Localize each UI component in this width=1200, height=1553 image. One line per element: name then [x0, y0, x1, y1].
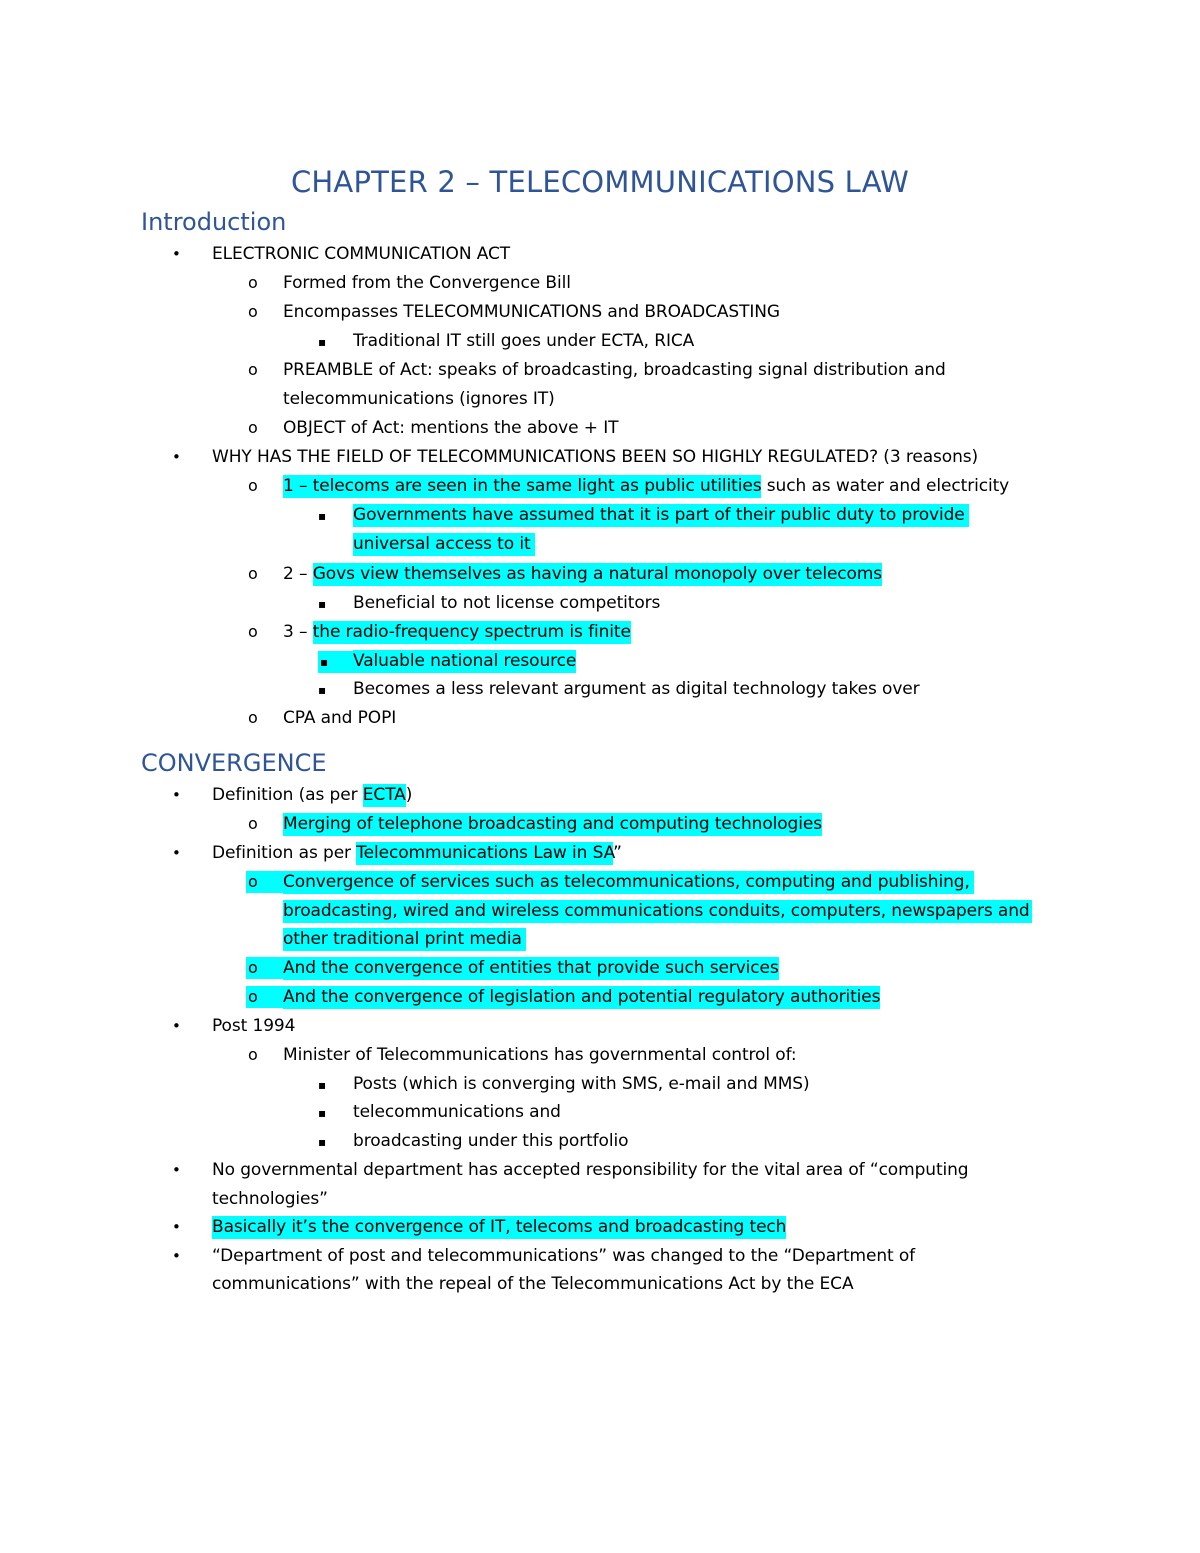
list-item: broadcasting under this portfolio [353, 1131, 629, 1151]
text: ) [405, 785, 413, 805]
highlight: Convergence of services such as telecommunications, computing and publishing, [283, 871, 974, 894]
bullet-l1: • [172, 448, 181, 466]
highlight: And the convergence of entities that provide such services [283, 958, 779, 978]
list-item: telecommunications and [353, 1102, 561, 1122]
highlight: broadcasting, wired and wireless communications conduits, computers, newspapers and [283, 901, 1030, 921]
list-item: Post 1994 [212, 1016, 296, 1036]
bullet-l1: • [172, 786, 181, 804]
highlight: Govs view themselves as having a natural monopoly over telecoms [312, 564, 883, 584]
list-item-continuation: communications” with the repeal of the Telecommunications Act by the ECA [212, 1274, 854, 1294]
list-item-continuation [353, 533, 535, 555]
bullet-l2: o [248, 302, 258, 321]
bullet-l1: • [172, 844, 181, 862]
list-item [283, 621, 631, 643]
list-item [283, 957, 779, 979]
bullet-l2: o [246, 957, 283, 979]
text: Definition as per [212, 843, 357, 863]
list-item: Minister of Telecommunications has governmental control of: [283, 1045, 797, 1065]
bullet-l2: o [248, 708, 258, 727]
bullet-l2: o [246, 986, 283, 1008]
list-item: Traditional IT still goes under ECTA, RICA [353, 331, 695, 351]
highlight: Merging of telephone broadcasting and computing technologies [283, 814, 822, 834]
bullet-l3: ▪ [318, 683, 327, 697]
heading-convergence: CONVERGENCE [141, 749, 327, 777]
list-item: “Department of post and telecommunications” was changed to the “Department of [212, 1246, 916, 1266]
list-item: Encompasses TELECOMMUNICATIONS and BROADCASTING [283, 302, 780, 322]
list-item: ELECTRONIC COMMUNICATION ACT [212, 244, 511, 264]
list-item: Posts (which is converging with SMS, e-mail and MMS) [353, 1074, 810, 1094]
highlight: Basically it’s the convergence of IT, telecoms and broadcasting tech [212, 1217, 787, 1237]
list-item-continuation [283, 900, 1032, 922]
highlight: Valuable national resource [353, 651, 577, 671]
list-item [283, 475, 1009, 497]
list-item: OBJECT of Act: mentions the above + IT [283, 418, 619, 438]
bullet-l2: o [248, 1045, 258, 1064]
bullet-l1: • [172, 1017, 181, 1035]
list-item: Becomes a less relevant argument as digital technology takes over [353, 679, 920, 699]
bullet-l2: o [248, 564, 258, 583]
bullet-l2: o [248, 418, 258, 437]
list-item [353, 504, 969, 526]
highlight: ECTA [362, 785, 406, 805]
bullet-l3: ▪ [318, 1106, 327, 1120]
bullet-l3: ▪ [318, 335, 327, 349]
highlight: Governments have assumed that it is part of their public duty to provide [353, 504, 969, 527]
bullet-l1: • [172, 1161, 181, 1179]
bullet-l2: o [248, 814, 258, 833]
page-title: CHAPTER 2 – TELECOMMUNICATIONS LAW [290, 165, 910, 199]
text: Definition (as per [212, 785, 363, 805]
list-item: No governmental department has accepted responsibility for the vital area of “computing [212, 1160, 969, 1180]
bullet-l3: ▪ [318, 597, 327, 611]
bullet-l3: ▪ [318, 1078, 327, 1092]
bullet-l2: o [248, 360, 258, 379]
list-item [212, 842, 622, 864]
bullet-l2: o [248, 622, 258, 641]
bullet-l2: o [248, 476, 258, 495]
list-item: CPA and POPI [283, 708, 397, 728]
list-item [212, 784, 412, 806]
list-item-continuation [283, 928, 526, 950]
highlight: other traditional print media [283, 928, 526, 951]
bullet-l1: • [172, 245, 181, 263]
list-item-continuation: technologies” [212, 1189, 328, 1209]
list-item-continuation: telecommunications (ignores IT) [283, 389, 555, 409]
highlight: And the convergence of legislation and potential regulatory authorities [283, 987, 881, 1007]
list-item [283, 563, 882, 585]
list-item: Formed from the Convergence Bill [283, 273, 571, 293]
bullet-l3: ▪ [318, 509, 327, 523]
highlight: Telecommunications Law in SA [356, 843, 614, 863]
bullet-l2: o [246, 871, 283, 893]
text: 3 – [283, 622, 313, 642]
text: ” [613, 843, 622, 863]
text: such as water and electricity [761, 476, 1010, 496]
list-item [283, 986, 880, 1008]
bullet-l3: ▪ [318, 651, 354, 673]
list-item: WHY HAS THE FIELD OF TELECOMMUNICATIONS BEEN SO HIGHLY REGULATED? (3 reasons) [212, 447, 979, 467]
text: 2 – [283, 564, 313, 584]
bullet-l3: ▪ [318, 1135, 327, 1149]
highlight: the radio-frequency spectrum is finite [312, 622, 631, 642]
list-item [283, 813, 822, 835]
bullet-l2: o [248, 273, 258, 292]
heading-introduction: Introduction [141, 208, 287, 236]
bullet-l1: • [172, 1218, 181, 1236]
bullet-l1: • [172, 1247, 181, 1265]
list-item [353, 650, 576, 672]
list-item [212, 1216, 786, 1238]
list-item [283, 871, 974, 893]
list-item: PREAMBLE of Act: speaks of broadcasting, broadcasting signal distribution and [283, 360, 946, 380]
highlight: universal access to it [353, 533, 535, 556]
list-item: Beneficial to not license competitors [353, 593, 661, 613]
highlight: 1 – telecoms are seen in the same light as public utilities [283, 476, 762, 496]
